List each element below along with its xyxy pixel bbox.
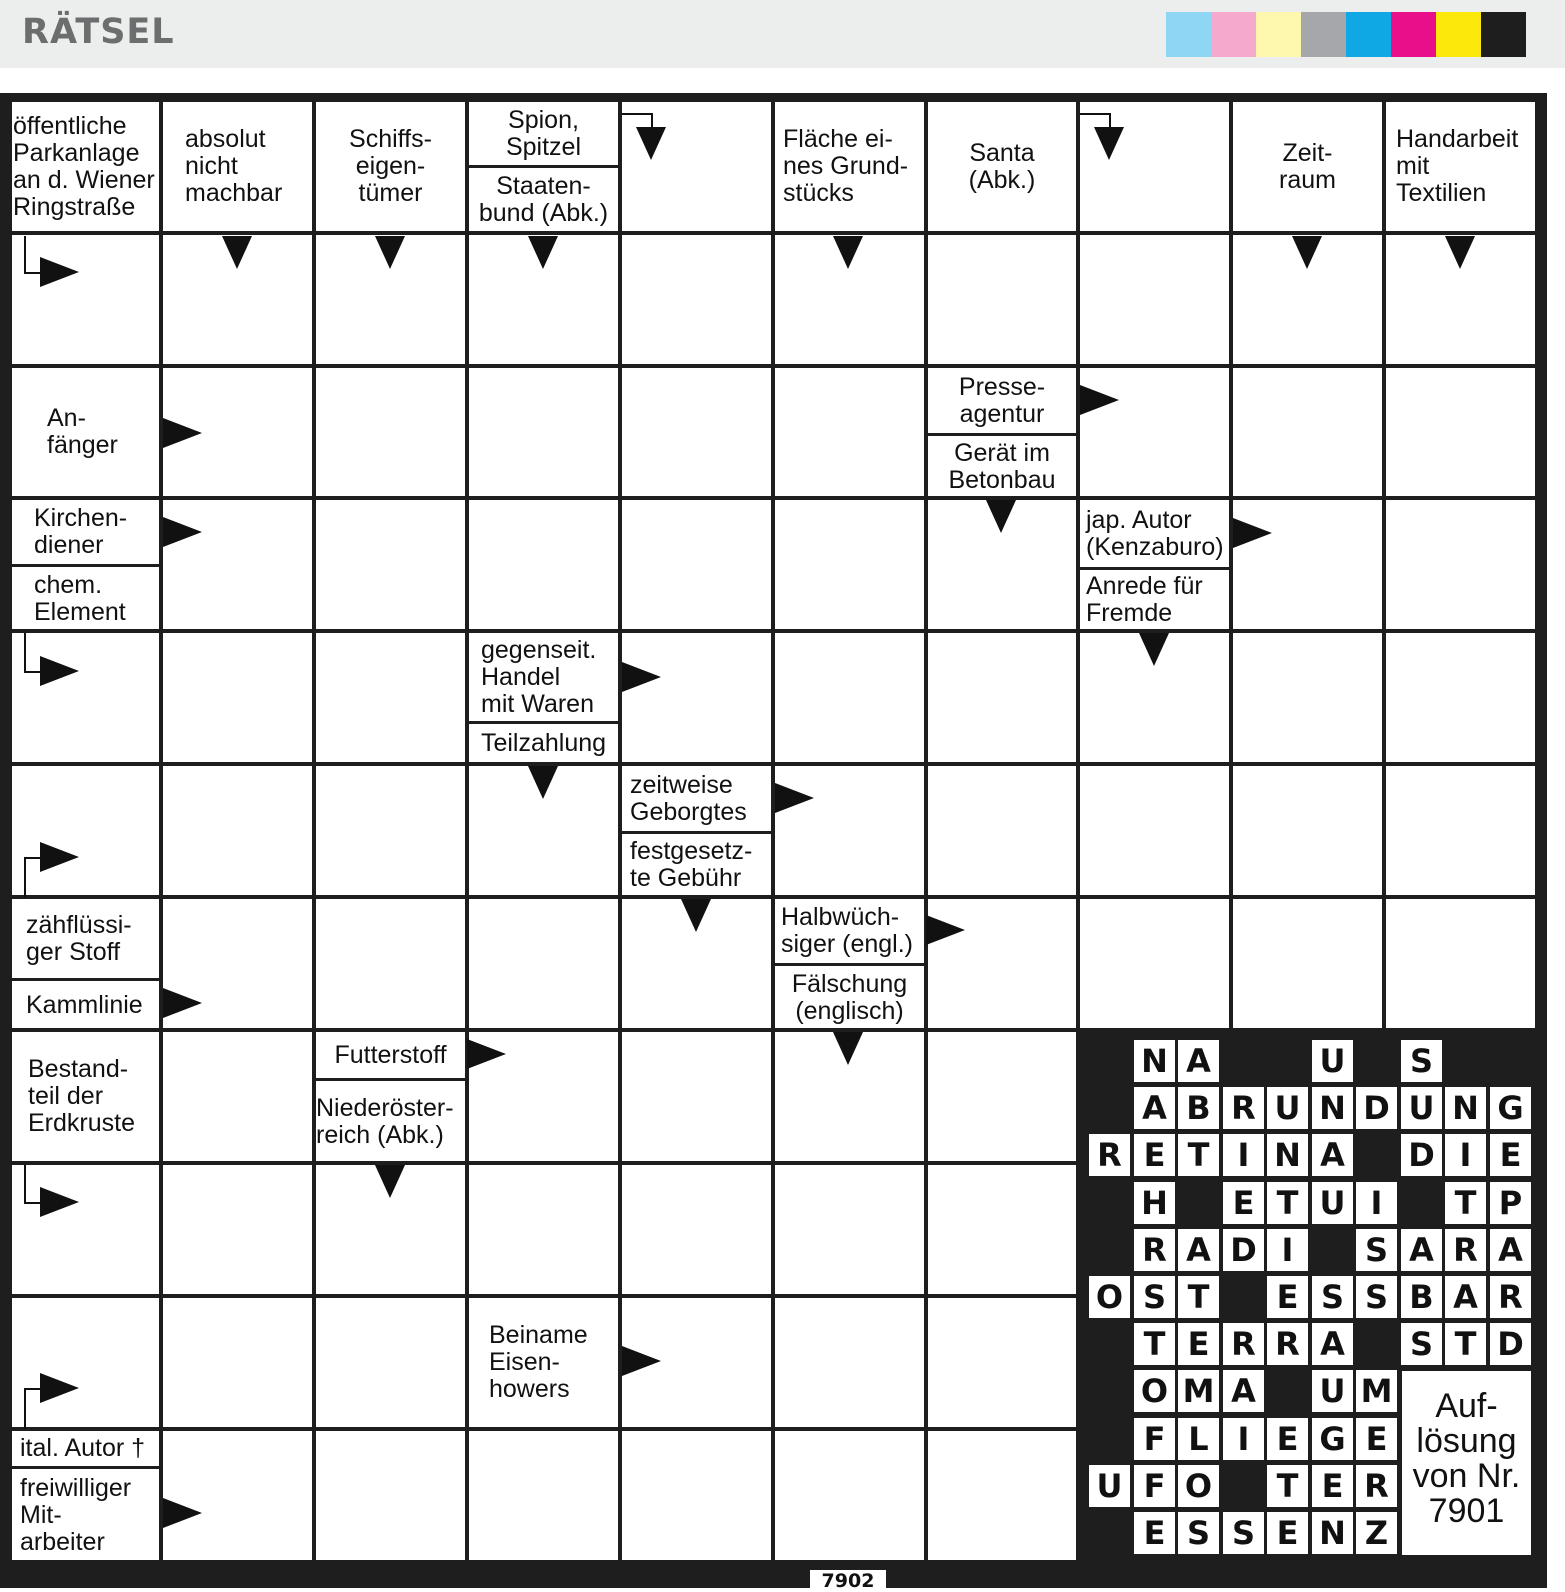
- clue-text: Kammlinie: [12, 982, 159, 1028]
- clue-text: Zeit- raum: [1233, 102, 1382, 231]
- grid-cell[interactable]: [1233, 633, 1382, 762]
- solution-letter: I: [1223, 1134, 1264, 1176]
- grid-cell[interactable]: [775, 500, 924, 629]
- solution-letter: S: [1356, 1229, 1397, 1271]
- arrow-connector: [24, 857, 42, 897]
- grid-cell[interactable]: [622, 235, 771, 364]
- grid-cell[interactable]: [928, 1431, 1076, 1560]
- solution-letter: R: [1445, 1229, 1486, 1271]
- clue-text: jap. Autor (Kenzaburo): [1080, 500, 1229, 567]
- solution-letter: U: [1312, 1370, 1353, 1412]
- solution-letter: U: [1089, 1465, 1130, 1507]
- grid-cell[interactable]: [928, 633, 1076, 762]
- solution-letter: U: [1401, 1087, 1442, 1129]
- clue-text: zähflüssi- ger Stoff: [12, 899, 159, 978]
- solution-letter: L: [1178, 1418, 1219, 1460]
- arrow-right-icon: [1233, 518, 1272, 548]
- clue-text: Handarbeit mit Textilien: [1386, 102, 1535, 231]
- solution-letter: F: [1134, 1465, 1175, 1507]
- solution-letter: E: [1223, 1182, 1264, 1224]
- arrow-right-icon: [467, 1039, 506, 1069]
- clue-divider: [622, 831, 771, 834]
- color-swatch: [1166, 12, 1211, 57]
- color-swatch: [1391, 12, 1436, 57]
- arrow-connector: [1080, 113, 1111, 131]
- solution-letter: D: [1490, 1323, 1531, 1365]
- clue-text: Futterstoff: [316, 1032, 465, 1078]
- grid-cell[interactable]: [622, 1431, 771, 1560]
- solution-letter: E: [1178, 1323, 1219, 1365]
- solution-letter: G: [1490, 1087, 1531, 1129]
- grid-cell[interactable]: [469, 1165, 618, 1294]
- solution-letter: O: [1178, 1465, 1219, 1507]
- solution-letter: Z: [1356, 1512, 1397, 1554]
- grid-cell[interactable]: [316, 766, 465, 895]
- color-swatch: [1346, 12, 1391, 57]
- grid-cell[interactable]: [316, 633, 465, 762]
- solution-letter: N: [1312, 1512, 1353, 1554]
- solution-letter: R: [1223, 1087, 1264, 1129]
- grid-cell[interactable]: [1233, 899, 1382, 1028]
- grid-cell[interactable]: [163, 1431, 312, 1560]
- grid-cell[interactable]: [316, 368, 465, 496]
- grid-cell[interactable]: [163, 1165, 312, 1294]
- grid-cell[interactable]: [1386, 766, 1535, 895]
- solution-letter: N: [1267, 1134, 1308, 1176]
- grid-cell[interactable]: [316, 1431, 465, 1560]
- arrow-down-icon: [375, 236, 405, 269]
- color-swatch: [1436, 12, 1481, 57]
- arrow-right-icon: [163, 517, 202, 547]
- clue-text: Bestand- teil der Erdkruste: [12, 1032, 159, 1161]
- solution-letter: A: [1401, 1229, 1442, 1271]
- solution-letter: T: [1267, 1182, 1308, 1224]
- solution-letter: S: [1178, 1512, 1219, 1554]
- grid-cell[interactable]: [622, 633, 771, 762]
- clue-divider: [775, 963, 924, 966]
- solution-letter: N: [1134, 1040, 1175, 1082]
- solution-letter: H: [1134, 1182, 1175, 1224]
- solution-letter: S: [1401, 1323, 1442, 1365]
- grid-cell[interactable]: [316, 1298, 465, 1427]
- solution-letter: T: [1178, 1134, 1219, 1176]
- grid-cell[interactable]: [1080, 899, 1229, 1028]
- clue-text: An- fänger: [12, 368, 159, 496]
- arrow-down-icon: [1292, 236, 1322, 269]
- solution-letter: F: [1134, 1418, 1175, 1460]
- solution-letter: D: [1356, 1087, 1397, 1129]
- arrow-right-icon: [1080, 385, 1119, 415]
- grid-cell[interactable]: [469, 368, 618, 496]
- grid-cell[interactable]: [775, 1165, 924, 1294]
- grid-cell[interactable]: [1386, 633, 1535, 762]
- grid-cell[interactable]: [1386, 899, 1535, 1028]
- clue-text: Santa (Abk.): [928, 102, 1076, 231]
- arrow-connector: [622, 113, 653, 131]
- color-swatch: [1301, 12, 1346, 57]
- clue-text: Beiname Eisen- howers: [469, 1298, 618, 1427]
- color-swatch: [1211, 12, 1256, 57]
- arrow-down-icon: [833, 236, 863, 269]
- grid-cell[interactable]: [622, 500, 771, 629]
- clue-divider: [469, 165, 618, 168]
- solution-letter: T: [1178, 1276, 1219, 1318]
- arrow-connector: [24, 633, 42, 673]
- arrow-connector: [24, 236, 42, 274]
- solution-letter: E: [1490, 1134, 1531, 1176]
- grid-cell[interactable]: [163, 766, 312, 895]
- grid-cell[interactable]: [1080, 766, 1229, 895]
- clue-divider: [469, 721, 618, 724]
- solution-letter: E: [1134, 1134, 1175, 1176]
- arrow-right-icon: [40, 656, 79, 686]
- grid-cell[interactable]: [469, 899, 618, 1028]
- print-color-bar: [1166, 12, 1526, 57]
- arrow-down-icon: [375, 1165, 405, 1198]
- solution-letter: A: [1490, 1229, 1531, 1271]
- arrow-right-icon: [40, 1187, 79, 1217]
- page-title: RÄTSEL: [22, 12, 175, 52]
- arrow-down-icon: [833, 1032, 863, 1065]
- crossword-grid: [0, 93, 1547, 1588]
- grid-cell[interactable]: [622, 1165, 771, 1294]
- arrow-down-icon: [681, 899, 711, 932]
- solution-letter: I: [1267, 1229, 1308, 1271]
- solution-letter: R: [1356, 1465, 1397, 1507]
- arrow-down-icon: [528, 236, 558, 269]
- solution-letter: G: [1312, 1418, 1353, 1460]
- solution-letter: M: [1356, 1370, 1397, 1412]
- grid-cell[interactable]: [1386, 368, 1535, 496]
- clue-divider: [1080, 567, 1229, 570]
- solution-letter: R: [1267, 1323, 1308, 1365]
- arrow-down-icon: [528, 766, 558, 799]
- grid-cell[interactable]: [928, 766, 1076, 895]
- clue-text: Niederöster- reich (Abk.): [316, 1082, 465, 1161]
- solution-caption: Auf- lösung von Nr. 7901: [1402, 1371, 1531, 1555]
- arrow-right-icon: [622, 662, 661, 692]
- solution-letter: S: [1223, 1512, 1264, 1554]
- arrow-down-icon: [222, 236, 252, 269]
- grid-cell[interactable]: [1080, 235, 1229, 364]
- solution-letter: D: [1401, 1134, 1442, 1176]
- grid-cell[interactable]: [775, 368, 924, 496]
- arrow-right-icon: [926, 915, 965, 945]
- clue-text: Halbwüch- siger (engl.): [775, 899, 924, 963]
- solution-letter: O: [1134, 1370, 1175, 1412]
- arrow-right-icon: [163, 988, 202, 1018]
- solution-letter: N: [1445, 1087, 1486, 1129]
- clue-text: zeitweise Geborgtes: [622, 766, 771, 831]
- clue-text: Fläche ei- nes Grund- stücks: [775, 102, 924, 231]
- arrow-right-icon: [40, 842, 79, 872]
- grid-cell[interactable]: [775, 633, 924, 762]
- clue-text: Fälschung (englisch): [775, 967, 924, 1028]
- arrow-right-icon: [163, 1498, 202, 1528]
- solution-letter: P: [1490, 1182, 1531, 1224]
- solution-letter: A: [1223, 1370, 1264, 1412]
- solution-letter: E: [1267, 1512, 1308, 1554]
- solution-letter: S: [1356, 1276, 1397, 1318]
- clue-divider: [928, 433, 1076, 436]
- solution-letter: U: [1312, 1040, 1353, 1082]
- solution-letter: T: [1445, 1182, 1486, 1224]
- solution-letter: T: [1267, 1465, 1308, 1507]
- solution-letter: U: [1312, 1182, 1353, 1224]
- clue-divider: [12, 978, 159, 981]
- grid-cell[interactable]: [928, 1032, 1076, 1161]
- clue-text: gegenseit. Handel mit Waren: [469, 633, 618, 721]
- grid-cell[interactable]: [775, 1431, 924, 1560]
- clue-text: absolut nicht machbar: [163, 102, 312, 231]
- arrow-down-icon: [1139, 633, 1169, 666]
- solution-letter: R: [1490, 1276, 1531, 1318]
- page-header: [0, 0, 1565, 68]
- clue-divider: [316, 1078, 465, 1081]
- solution-letter: A: [1178, 1229, 1219, 1271]
- solution-letter: N: [1312, 1087, 1353, 1129]
- arrow-connector: [24, 1388, 42, 1429]
- solution-letter: E: [1267, 1276, 1308, 1318]
- clue-text: freiwilliger Mit- arbeiter: [12, 1470, 159, 1560]
- grid-cell[interactable]: [622, 368, 771, 496]
- solution-letter: A: [1178, 1040, 1219, 1082]
- clue-text: Kirchen- diener: [12, 500, 159, 564]
- solution-letter: B: [1401, 1276, 1442, 1318]
- grid-cell[interactable]: [1386, 500, 1535, 629]
- color-swatch: [1481, 12, 1526, 57]
- solution-letter: I: [1356, 1182, 1397, 1224]
- clue-text: chem. Element: [12, 568, 159, 629]
- grid-cell[interactable]: [163, 1298, 312, 1427]
- solution-letter: S: [1134, 1276, 1175, 1318]
- clue-text: Anrede für Fremde: [1080, 571, 1229, 629]
- solution-letter: E: [1267, 1418, 1308, 1460]
- solution-letter: B: [1178, 1087, 1219, 1129]
- solution-letter: M: [1178, 1370, 1219, 1412]
- arrow-right-icon: [40, 257, 79, 287]
- grid-cell[interactable]: [928, 1165, 1076, 1294]
- grid-cell[interactable]: [316, 500, 465, 629]
- solution-letter: U: [1267, 1087, 1308, 1129]
- grid-cell[interactable]: [1233, 368, 1382, 496]
- solution-letter: A: [1312, 1323, 1353, 1365]
- clue-divider: [12, 1466, 159, 1469]
- solution-letter: R: [1089, 1134, 1130, 1176]
- solution-letter: S: [1401, 1040, 1442, 1082]
- grid-cell[interactable]: [163, 1032, 312, 1161]
- clue-text: ital. Autor †: [12, 1431, 159, 1466]
- grid-cell[interactable]: [163, 633, 312, 762]
- solution-letter: E: [1312, 1465, 1353, 1507]
- clue-text: öffentliche Parkanlage an d. Wiener Ringstraße: [12, 102, 159, 231]
- solution-letter: E: [1134, 1512, 1175, 1554]
- grid-cell[interactable]: [775, 1298, 924, 1427]
- arrow-down-icon: [636, 127, 666, 160]
- solution-letter: I: [1445, 1134, 1486, 1176]
- clue-divider: [12, 564, 159, 567]
- arrow-right-icon: [775, 783, 814, 813]
- arrow-right-icon: [622, 1346, 661, 1376]
- solution-letter: T: [1134, 1323, 1175, 1365]
- solution-letter: A: [1312, 1134, 1353, 1176]
- arrow-right-icon: [40, 1373, 79, 1403]
- arrow-down-icon: [986, 500, 1016, 533]
- arrow-down-icon: [1445, 236, 1475, 269]
- grid-cell[interactable]: [316, 899, 465, 1028]
- arrow-down-icon: [1094, 127, 1124, 160]
- solution-letter: S: [1312, 1276, 1353, 1318]
- grid-cell[interactable]: [928, 235, 1076, 364]
- grid-cell[interactable]: [928, 1298, 1076, 1427]
- color-swatch: [1256, 12, 1301, 57]
- grid-cell[interactable]: [469, 1431, 618, 1560]
- clue-text: Gerät im Betonbau: [928, 437, 1076, 496]
- clue-text: Schiffs- eigen- tümer: [316, 102, 465, 231]
- solution-letter: R: [1223, 1323, 1264, 1365]
- solution-letter: E: [1356, 1418, 1397, 1460]
- page-number: 7902: [810, 1570, 886, 1588]
- solution-letter: R: [1134, 1229, 1175, 1271]
- clue-text: Teilzahlung: [469, 725, 618, 762]
- clue-text: Staaten- bund (Abk.): [469, 169, 618, 231]
- grid-cell[interactable]: [469, 500, 618, 629]
- clue-text: Presse- agentur: [928, 368, 1076, 433]
- clue-text: Spion, Spitzel: [469, 102, 618, 165]
- solution-letter: D: [1223, 1229, 1264, 1271]
- solution-letter: I: [1223, 1418, 1264, 1460]
- arrow-connector: [24, 1165, 42, 1204]
- solution-letter: T: [1445, 1323, 1486, 1365]
- solution-letter: A: [1134, 1087, 1175, 1129]
- solution-letter: O: [1089, 1276, 1130, 1318]
- solution-letter: A: [1445, 1276, 1486, 1318]
- grid-cell[interactable]: [1233, 766, 1382, 895]
- arrow-right-icon: [163, 418, 202, 448]
- grid-cell[interactable]: [622, 1032, 771, 1161]
- clue-text: festgesetz- te Gebühr: [622, 835, 771, 895]
